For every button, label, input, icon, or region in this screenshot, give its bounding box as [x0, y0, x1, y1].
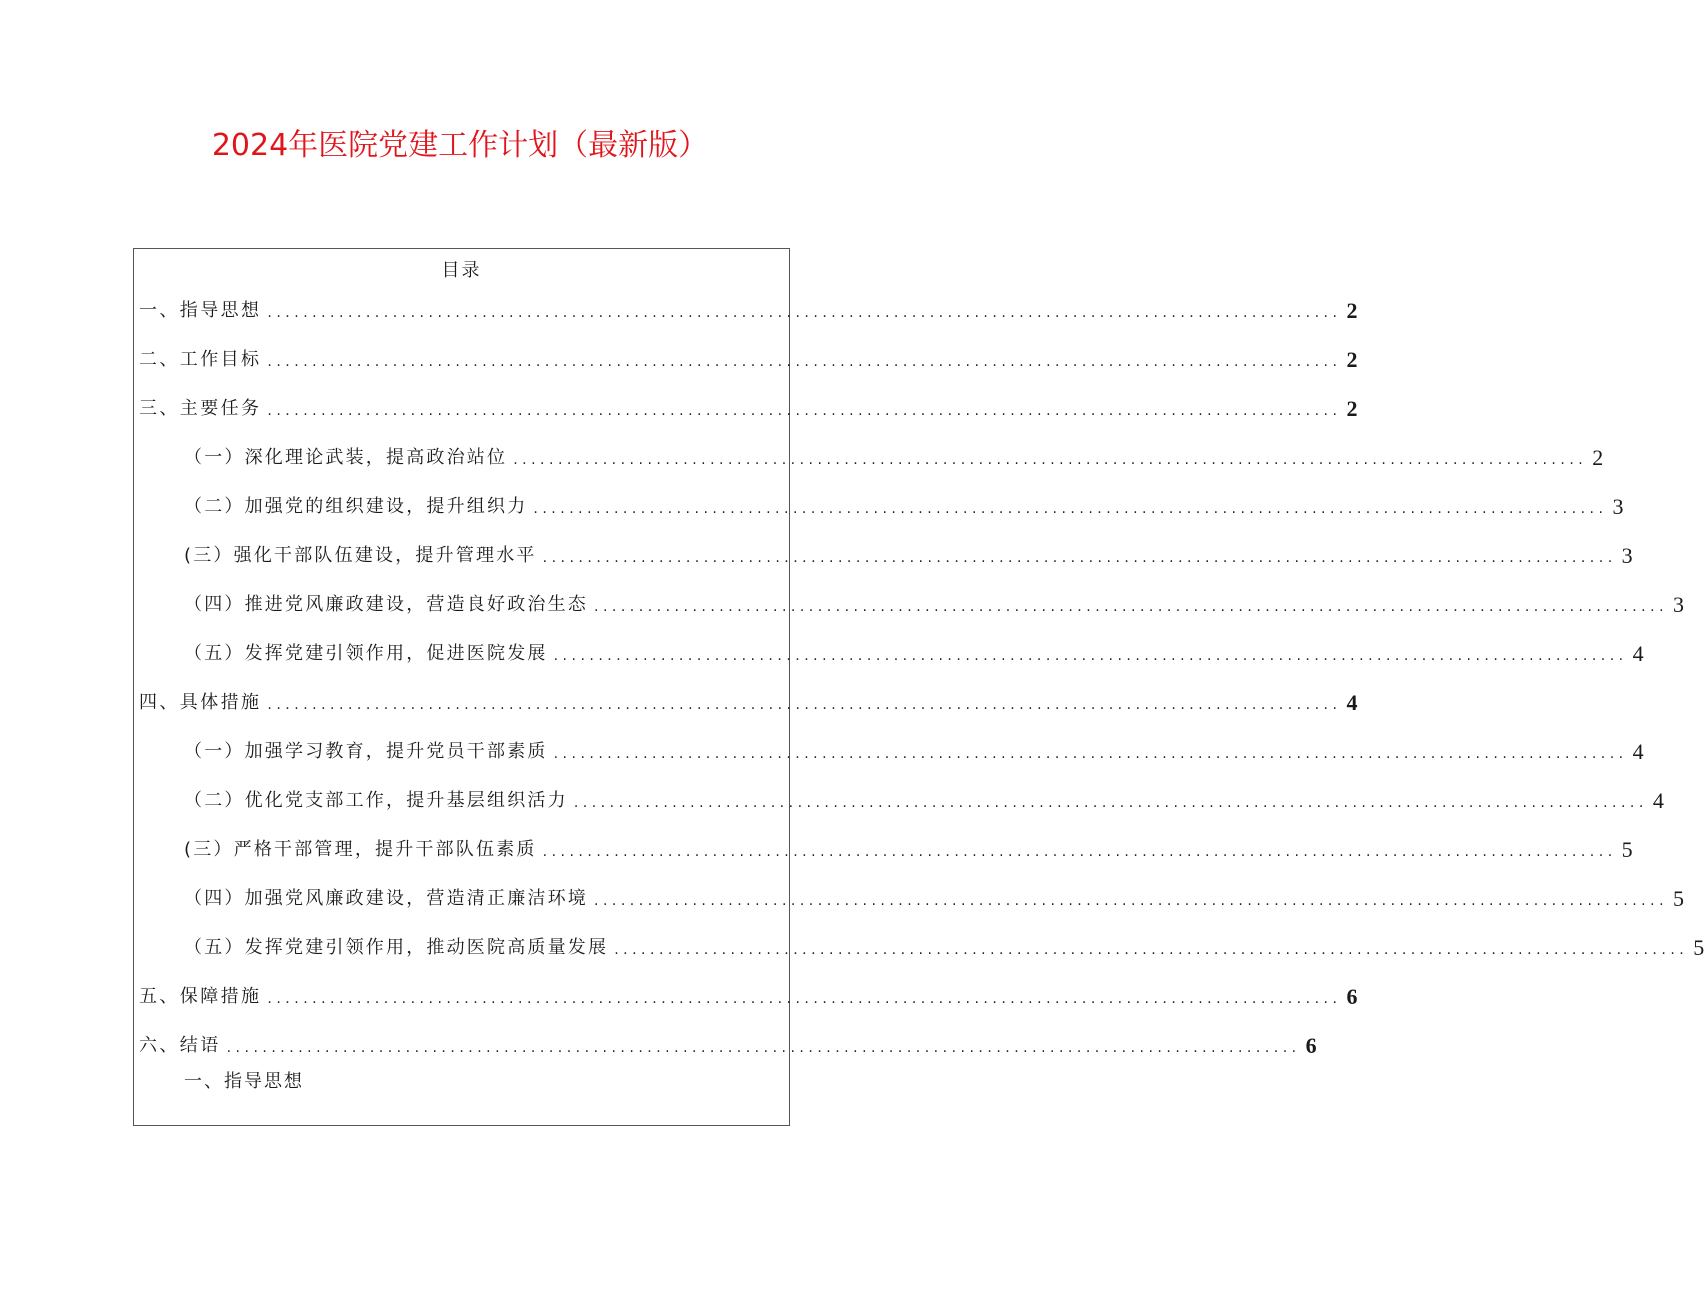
toc-page-number: 4	[1632, 739, 1644, 764]
toc-entry[interactable]	[184, 737, 1644, 767]
toc-page-number: 3	[1621, 543, 1633, 568]
dot-leader: ........................................................................................................................	[614, 942, 1689, 958]
toc-entry-label: 一、指导思想	[139, 300, 262, 321]
toc-page-number: 4	[1652, 788, 1664, 813]
toc-entry[interactable]	[184, 639, 1644, 669]
toc-entry-label: 六、结语	[139, 1035, 221, 1056]
toc-entry-label: (三）强化干部队伍建设，提升管理水平	[184, 545, 537, 566]
toc-page-number: 4	[1346, 690, 1358, 715]
toc-entry[interactable]	[184, 835, 1633, 865]
toc-page-number: 2	[1346, 347, 1358, 372]
toc-entry-label: 三、主要任务	[139, 398, 262, 419]
toc-entry[interactable]	[184, 492, 1624, 522]
toc-page-number: 5	[1621, 837, 1633, 862]
toc-entry-label: 二、工作目标	[139, 349, 262, 370]
dot-leader: ........................................................................................................................	[226, 1040, 1301, 1056]
toc-entry-label: (三）严格干部管理，提升干部队伍素质	[184, 839, 537, 860]
toc-entry[interactable]	[184, 541, 1633, 571]
toc-entry[interactable]	[139, 982, 1358, 1012]
dot-leader: ........................................................................................................................	[267, 354, 1342, 370]
dot-leader: ........................................................................................................................	[553, 648, 1628, 664]
dot-leader: ........................................................................................................................	[573, 795, 1648, 811]
dot-leader: ........................................................................................................................	[267, 697, 1342, 713]
toc-entry-label: 四、具体措施	[139, 692, 262, 713]
toc-page-number: 3	[1673, 592, 1685, 617]
table-of-contents	[133, 248, 1704, 1126]
toc-page-number: 6	[1346, 984, 1358, 1009]
toc-entry[interactable]	[184, 786, 1664, 816]
dot-leader: ........................................................................................................................	[533, 501, 1608, 517]
dot-leader: ........................................................................................................................	[542, 550, 1617, 566]
dot-leader: ........................................................................................................................	[513, 452, 1588, 468]
toc-entry-label: （一）加强学习教育，提升党员干部素质	[184, 741, 548, 762]
toc-entry[interactable]	[184, 590, 1685, 620]
dot-leader: ........................................................................................................................	[267, 991, 1342, 1007]
toc-page-number: 4	[1632, 641, 1644, 666]
toc-entry-label: （四）加强党风廉政建设，营造清正廉洁环境	[184, 888, 588, 909]
toc-page-number: 2	[1346, 298, 1358, 323]
toc-entry[interactable]	[184, 443, 1604, 473]
section-heading: 一、指导思想	[184, 1071, 304, 1092]
dot-leader: ........................................................................................................................	[553, 746, 1628, 762]
toc-page-number: 2	[1346, 396, 1358, 421]
toc-entry[interactable]	[139, 1031, 1317, 1061]
toc-page-number: 2	[1592, 445, 1604, 470]
toc-entry[interactable]	[184, 933, 1704, 963]
toc-entry[interactable]	[184, 884, 1685, 914]
toc-entry-label: （二）优化党支部工作，提升基层组织活力	[184, 790, 568, 811]
dot-leader: ........................................................................................................................	[594, 893, 1669, 909]
toc-entry-label: （一）深化理论武装，提高政治站位	[184, 447, 508, 468]
toc-entry-label: （五）发挥党建引领作用，推动医院高质量发展	[184, 937, 609, 958]
toc-entry-label: （五）发挥党建引领作用，促进医院发展	[184, 643, 548, 664]
toc-page-number: 6	[1305, 1033, 1317, 1058]
toc-entry[interactable]	[139, 688, 1358, 718]
toc-heading: 目录	[441, 260, 482, 281]
toc-entry-label: 五、保障措施	[139, 986, 262, 1007]
dot-leader: ........................................................................................................................	[594, 599, 1669, 615]
toc-entry-label: （二）加强党的组织建设，提升组织力	[184, 496, 528, 517]
toc-entry[interactable]	[139, 296, 1358, 326]
toc-page-number: 5	[1693, 935, 1704, 960]
dot-leader: ........................................................................................................................	[542, 844, 1617, 860]
dot-leader: ........................................................................................................................	[267, 403, 1342, 419]
toc-entry-label: （四）推进党风廉政建设，营造良好政治生态	[184, 594, 588, 615]
toc-page-number: 3	[1612, 494, 1624, 519]
document-title: 2024年医院党建工作计划（最新版）	[211, 128, 709, 163]
toc-page-number: 5	[1673, 886, 1685, 911]
toc-entry[interactable]	[139, 345, 1358, 375]
dot-leader: ........................................................................................................................	[267, 305, 1342, 321]
toc-entry[interactable]	[139, 394, 1358, 424]
